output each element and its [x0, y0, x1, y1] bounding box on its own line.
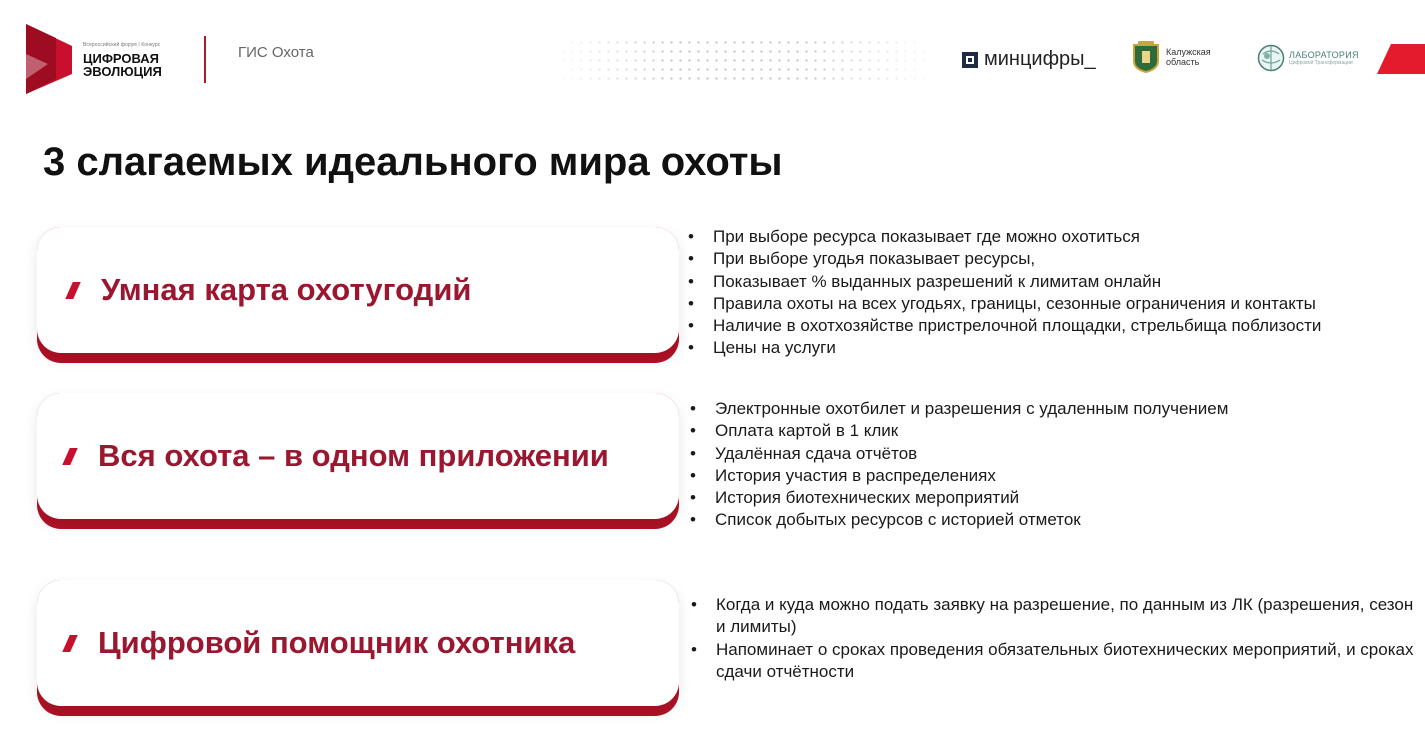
partner-mincifry-logo [962, 48, 1096, 71]
card-digital-assistant [37, 580, 679, 716]
brand-name-line1: ЦИФРОВАЯ [83, 51, 160, 66]
card-title: Цифровой помощник охотника [98, 625, 576, 660]
list-item: • Оплата картой в 1 клик [690, 420, 1228, 442]
bullet-list-digital-assistant [691, 594, 1419, 683]
dot-pattern-decoration [550, 38, 940, 80]
card-label [66, 393, 609, 519]
bullet-list-smart-map [688, 226, 1321, 360]
brand-logo-icon [26, 24, 72, 94]
brand-logo [26, 24, 196, 94]
corner-accent-shape [1377, 44, 1425, 74]
kaluga-line2: область [1166, 57, 1200, 67]
lab-subtitle: Цифровой Трансформации [1289, 60, 1353, 66]
brand-name-line2: ЭВОЛЮЦИЯ [83, 64, 162, 79]
card-label [66, 580, 575, 706]
kaluga-text [1166, 47, 1211, 67]
list-item: • Электронные охотбилет и разрешения с удаленным получением [690, 398, 1228, 420]
list-item: • При выборе ресурса показывает где можно охотиться [688, 226, 1321, 248]
list-item: • Напоминает о сроках проведения обязательных биотехнических мероприятий, и сроках сдачи отчётности [691, 639, 1419, 684]
brand-small-text: Всероссийский форум | Конкурс [83, 42, 161, 48]
brand-name [83, 52, 162, 78]
list-item: • Наличие в охотхозяйстве пристрелочной площадки, стрельбища поблизости [688, 315, 1321, 337]
list-item: • Список добытых ресурсов с историей отметок [690, 509, 1228, 531]
list-item: • Правила охоты на всех угодьях, границы, сезонные ограничения и контакты [688, 293, 1321, 315]
list-item: • Цены на услуги [688, 337, 1321, 359]
list-item: • Когда и куда можно подать заявку на разрешение, по данным из ЛК (разрешения, сезон и лимиты) [691, 594, 1419, 639]
list-item: • История биотехнических мероприятий [690, 487, 1228, 509]
list-item: • При выборе угодья показывает ресурсы, [688, 248, 1321, 270]
partner-lab-logo [1257, 44, 1359, 72]
globe-icon [1257, 44, 1285, 72]
card-title: Умная карта охотугодий [101, 272, 472, 307]
card-all-in-one-app [37, 393, 679, 529]
bullet-list-all-in-one-app [690, 398, 1228, 532]
header-divider [204, 36, 206, 83]
project-title: ГИС Охота [238, 44, 314, 61]
partner-kaluga-logo [1132, 41, 1211, 73]
card-label [69, 227, 471, 353]
mincifry-text: минцифры_ [984, 48, 1096, 70]
page-title: 3 слагаемых идеального мира охоты [43, 140, 783, 184]
card-title: Вся охота – в одном приложении [98, 438, 609, 473]
list-item: • Удалённая сдача отчётов [690, 443, 1228, 465]
card-smart-map [37, 227, 679, 363]
mincifry-icon [962, 52, 978, 68]
list-item: • Показывает % выданных разрешений к лимитам онлайн [688, 271, 1321, 293]
coat-of-arms-icon [1132, 41, 1160, 73]
lab-text [1289, 50, 1359, 66]
list-item: • История участия в распределениях [690, 465, 1228, 487]
lab-name: ЛАБОРАТОРИЯ [1289, 50, 1359, 60]
kaluga-line1: Калужская [1166, 47, 1211, 57]
